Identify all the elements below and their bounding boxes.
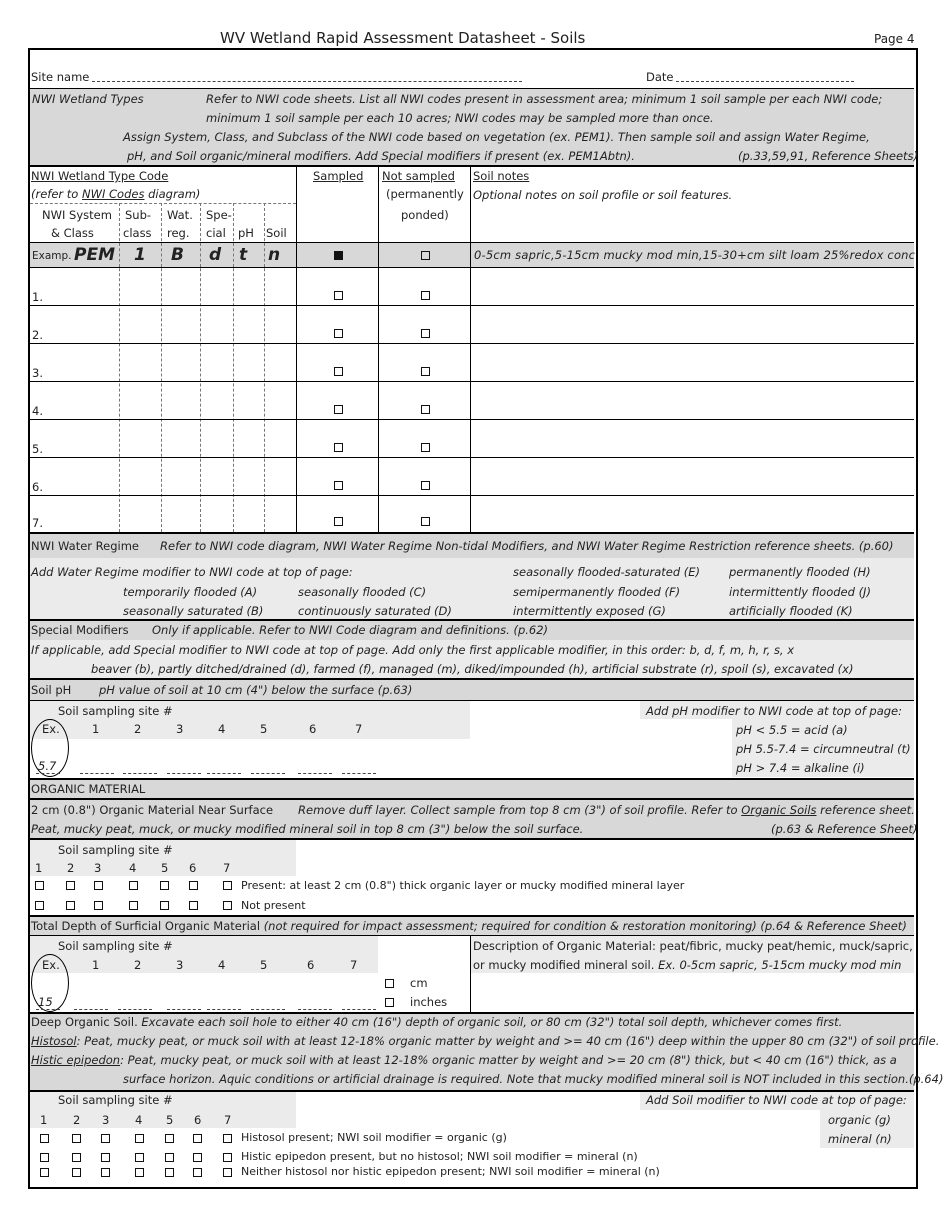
deep-opt3-site1-checkbox[interactable]	[40, 1168, 49, 1177]
soil-ph-ex: Ex.	[42, 722, 60, 736]
row3-not-sampled-checkbox[interactable]	[421, 367, 430, 376]
example-water-regime: B	[171, 245, 184, 265]
deep-opt1-site1-checkbox[interactable]	[40, 1134, 49, 1143]
deep-heading-line: Deep Organic Soil. Excavate each soil hole to either 40 cm (16") depth of organic soil, or 80 cm (32") total soil depth, whichever comes first.	[31, 1015, 843, 1029]
organic-heading: ORGANIC MATERIAL	[31, 782, 146, 796]
organic-sub-heading: 2 cm (0.8") Organic Material Near Surface	[31, 803, 274, 817]
col-sampled: Sampled	[313, 169, 364, 183]
deep-opt1-site6-checkbox[interactable]	[193, 1134, 202, 1143]
row3-sampled-checkbox[interactable]	[334, 367, 343, 376]
deep-opt2-label: Histic epipedon present, but no histosol; NWI soil modifier = mineral (n)	[241, 1150, 638, 1163]
organic-present-site2-checkbox[interactable]	[66, 881, 75, 890]
col-water-regime: Wat.	[167, 208, 193, 222]
nwi-types-line4: pH, and Soil organic/mineral modifiers. Add Special modifiers if present (ex. PEM1Abtn).	[127, 149, 635, 163]
organic-present-site3-checkbox[interactable]	[94, 881, 103, 890]
nwi-types-ref: (p.33,59,91, Reference Sheets)	[738, 149, 919, 163]
special-desc: Only if applicable. Refer to NWI Code diagram and definitions. (p.62)	[152, 623, 549, 637]
deep-site-label: Soil sampling site #	[58, 1093, 173, 1107]
nwi-codes-link[interactable]: NWI Codes	[82, 187, 145, 201]
example-ph: t	[239, 245, 248, 265]
deep-opt2-site6-checkbox[interactable]	[193, 1153, 202, 1162]
col-soil-notes: Soil notes	[473, 169, 530, 183]
depth-site3-field[interactable]	[167, 1009, 201, 1010]
row1-not-sampled-checkbox[interactable]	[421, 291, 430, 300]
row1-sampled-checkbox[interactable]	[334, 291, 343, 300]
water-regime-item: intermittently flooded (J)	[729, 585, 871, 599]
organic-present-label: Present: at least 2 cm (0.8") thick organic layer or mucky modified mineral layer	[241, 879, 685, 892]
row5-not-sampled-checkbox[interactable]	[421, 443, 430, 452]
row6-sampled-checkbox[interactable]	[334, 481, 343, 490]
water-regime-item: intermittently exposed (G)	[513, 604, 666, 618]
example-not-sampled-checkbox	[421, 251, 430, 260]
col-ph: pH	[238, 226, 254, 240]
water-regime-item: permanently flooded (H)	[729, 565, 871, 579]
row2-sampled-checkbox[interactable]	[334, 329, 343, 338]
ph-site3-field[interactable]	[167, 773, 201, 774]
deep-opt2-site7-checkbox[interactable]	[223, 1153, 232, 1162]
organic-absent-site2-checkbox[interactable]	[66, 901, 75, 910]
histic-line2: surface horizon. Aquic conditions or artificial drainage is required. Note that mucky modified mineral soil is NOT included in this section.(p.64)	[123, 1072, 944, 1086]
nwi-types-line3: Assign System, Class, and Subclass of the NWI code based on vegetation (ex. PEM1). Then sample soil and assign Water Regime,	[123, 130, 870, 144]
example-label: Examp.	[32, 250, 72, 262]
row5-sampled-checkbox[interactable]	[334, 443, 343, 452]
water-regime-item: seasonally flooded-saturated (E)	[513, 565, 701, 579]
water-regime-item: seasonally saturated (B)	[123, 604, 264, 618]
organic-absent-site3-checkbox[interactable]	[94, 901, 103, 910]
organic-absent-site5-checkbox[interactable]	[160, 901, 169, 910]
depth-site2-field[interactable]	[118, 1009, 152, 1010]
deep-opt3-label: Neither histosol nor histic epipedon present; NWI soil modifier = mineral (n)	[241, 1165, 660, 1178]
deep-opt1-site4-checkbox[interactable]	[135, 1134, 144, 1143]
depth-site7-field[interactable]	[342, 1009, 376, 1010]
deep-opt2-site2-checkbox[interactable]	[72, 1153, 81, 1162]
site-name-label: Site name	[31, 70, 90, 84]
organic-absent-site6-checkbox[interactable]	[189, 901, 198, 910]
example-notes: 0-5cm sapric,5-15cm mucky mod min,15-30+cm silt loam 25%redox conc	[474, 248, 916, 262]
ph-site5-field[interactable]	[251, 773, 285, 774]
row-label: 4.	[32, 404, 43, 418]
water-regime-item: seasonally flooded (C)	[298, 585, 427, 599]
organic-present-site4-checkbox[interactable]	[129, 881, 138, 890]
col-not-sampled: Not sampled	[382, 169, 455, 183]
organic-absent-site7-checkbox[interactable]	[223, 901, 232, 910]
example-system: PEM	[74, 245, 115, 265]
col-soil: Soil	[266, 226, 287, 240]
depth-cm-checkbox[interactable]	[385, 979, 394, 988]
deep-opt1-site7-checkbox[interactable]	[223, 1134, 232, 1143]
deep-opt1-site2-checkbox[interactable]	[72, 1134, 81, 1143]
soil-ph-desc: pH value of soil at 10 cm (4") below the surface (p.63)	[99, 683, 413, 697]
site-name-field[interactable]	[92, 81, 522, 82]
deep-opt3-site4-checkbox[interactable]	[135, 1168, 144, 1177]
special-line1: If applicable, add Special modifier to NWI code at top of page. Add only the first applicable modifier, in this order: b, d, f, m, h, r, s, x	[31, 643, 795, 657]
special-heading: Special Modifiers	[31, 623, 129, 637]
soil-notes-desc: Optional notes on soil profile or soil features.	[473, 188, 733, 202]
deep-opt3-site2-checkbox[interactable]	[72, 1168, 81, 1177]
nwi-types-line2: minimum 1 soil sample per each 10 acres; NWI codes may be sampled more than once.	[206, 111, 714, 125]
nwi-types-line1: Refer to NWI code sheets. List all NWI codes present in assessment area; minimum 1 soil sample per each NWI code;	[206, 92, 883, 106]
depth-desc2: or mucky modified mineral soil. Ex. 0-5cm sapric, 5-15cm mucky mod min	[473, 958, 902, 972]
ph-site4-field[interactable]	[207, 773, 241, 774]
deep-opt3-site5-checkbox[interactable]	[165, 1168, 174, 1177]
ph-site1-field[interactable]	[80, 773, 114, 774]
histosol-line: Histosol: Peat, mucky peat, or muck soil with at least 12-18% organic matter by weight and >= 40 cm (16") deep within the upper 80 cm (32") of soil profile.	[31, 1034, 940, 1048]
example-soil: n	[268, 245, 281, 265]
ph-alkaline: pH > 7.4 = alkaline (i)	[736, 761, 865, 775]
date-label: Date	[646, 70, 674, 84]
depth-inches-label: inches	[410, 995, 448, 1009]
organic-section	[30, 780, 914, 798]
water-regime-intro: Add Water Regime modifier to NWI code at top of page:	[31, 565, 353, 579]
row7-sampled-checkbox[interactable]	[334, 517, 343, 526]
row-label: 2.	[32, 328, 43, 342]
date-field[interactable]	[676, 81, 854, 82]
deep-organic: organic (g)	[828, 1113, 891, 1127]
histic-line: Histic epipedon: Peat, mucky peat, or muck soil with at least 12-18% organic matter by weight and >= 20 cm (8") thick, but < 40 cm (16") thick, as a	[31, 1053, 897, 1067]
organic-soils-link[interactable]: Organic Soils	[741, 803, 817, 817]
depth-site4-field[interactable]	[207, 1009, 241, 1010]
water-regime-item: temporarily flooded (A)	[123, 585, 258, 599]
col-system: NWI System	[42, 208, 112, 222]
deep-mineral: mineral (n)	[828, 1132, 892, 1146]
row-label: 7.	[32, 516, 43, 530]
page-title: WV Wetland Rapid Assessment Datasheet - Soils	[220, 29, 586, 47]
depth-example-value: 15	[38, 995, 53, 1009]
depth-ex: Ex.	[42, 958, 60, 972]
organic-not-present-label: Not present	[241, 899, 306, 912]
example-subclass: 1	[134, 245, 146, 265]
nwi-types-heading: NWI Wetland Types	[32, 92, 144, 106]
depth-site-label: Soil sampling site #	[58, 939, 173, 953]
organic-site-label: Soil sampling site #	[58, 843, 173, 857]
ph-site6-field[interactable]	[298, 773, 332, 774]
water-regime-item: continuously saturated (D)	[298, 604, 452, 618]
row6-not-sampled-checkbox[interactable]	[421, 481, 430, 490]
water-regime-item: artificially flooded (K)	[729, 604, 853, 618]
example-special: d	[209, 245, 222, 265]
page-number: Page 4	[874, 32, 915, 46]
depth-cm-label: cm	[410, 976, 428, 990]
soil-ph-example-value: 5.7	[38, 759, 57, 773]
ph-site2-field[interactable]	[123, 773, 157, 774]
water-regime-desc: Refer to NWI code diagram, NWI Water Regime Non-tidal Modifiers, and NWI Water Regime Restriction reference sheets. (p.60)	[160, 539, 894, 553]
organic-line2: Peat, mucky peat, muck, or mucky modified mineral soil in top 8 cm (3") below the soil surface.	[31, 822, 584, 836]
soil-ph-site-label: Soil sampling site #	[58, 704, 173, 718]
code-header: NWI Wetland Type Code	[31, 169, 169, 183]
row-label: 1.	[32, 290, 43, 304]
ph-add-label: Add pH modifier to NWI code at top of page:	[646, 704, 903, 718]
organic-present-site7-checkbox[interactable]	[223, 881, 232, 890]
deep-opt2-site5-checkbox[interactable]	[165, 1153, 174, 1162]
deep-opt2-site4-checkbox[interactable]	[135, 1153, 144, 1162]
deep-opt1-site5-checkbox[interactable]	[165, 1134, 174, 1143]
depth-site6-field[interactable]	[298, 1009, 332, 1010]
example-sampled-checkbox	[334, 251, 343, 260]
deep-opt1-site3-checkbox[interactable]	[101, 1134, 110, 1143]
depth-heading: Total Depth of Surficial Organic Material (not required for impact assessment; required for condition & restoration monitoring) (p.64 & Reference Sheet)	[31, 919, 907, 933]
col-special: Spe-	[206, 208, 232, 222]
organic-sub-desc: Remove duff layer. Collect sample from top 8 cm (3") of soil profile. Refer to Organic Soils reference sheet.	[298, 803, 915, 817]
soil-ph-heading: Soil pH	[31, 683, 72, 697]
depth-site5-field[interactable]	[251, 1009, 285, 1010]
row-label: 5.	[32, 442, 43, 456]
depth-site1-field[interactable]	[74, 1009, 108, 1010]
deep-opt3-site3-checkbox[interactable]	[101, 1168, 110, 1177]
deep-add-label: Add Soil modifier to NWI code at top of page:	[646, 1093, 907, 1107]
row4-sampled-checkbox[interactable]	[334, 405, 343, 414]
organic-present-site1-checkbox[interactable]	[35, 881, 44, 890]
depth-desc1: Description of Organic Material: peat/fibric, mucky peat/hemic, muck/sapric,	[473, 939, 913, 953]
row-label: 3.	[32, 366, 43, 380]
depth-inches-checkbox[interactable]	[385, 998, 394, 1007]
deep-opt1-label: Histosol present; NWI soil modifier = organic (g)	[241, 1131, 507, 1144]
water-regime-item: semipermanently flooded (F)	[513, 585, 681, 599]
deep-opt3-site6-checkbox[interactable]	[193, 1168, 202, 1177]
ph-neutral: pH 5.5-7.4 = circumneutral (t)	[736, 742, 911, 756]
code-subheader: (refer to NWI Codes diagram)	[31, 187, 201, 201]
deep-opt2-site3-checkbox[interactable]	[101, 1153, 110, 1162]
special-line2: beaver (b), partly ditched/drained (d), farmed (f), managed (m), diked/impounded (h), artificial substrate (r), spoil (s), excavated (x)	[91, 662, 854, 676]
deep-opt3-site7-checkbox[interactable]	[223, 1168, 232, 1177]
ph-acid: pH < 5.5 = acid (a)	[736, 723, 848, 737]
water-regime-heading: NWI Water Regime	[31, 539, 139, 553]
organic-ref: (p.63 & Reference Sheet)	[771, 822, 918, 836]
row2-not-sampled-checkbox[interactable]	[421, 329, 430, 338]
row7-not-sampled-checkbox[interactable]	[421, 517, 430, 526]
organic-present-site6-checkbox[interactable]	[189, 881, 198, 890]
organic-present-site5-checkbox[interactable]	[160, 881, 169, 890]
col-subclass: Sub-	[125, 208, 152, 222]
row4-not-sampled-checkbox[interactable]	[421, 405, 430, 414]
ph-site7-field[interactable]	[342, 773, 376, 774]
organic-absent-site1-checkbox[interactable]	[35, 901, 44, 910]
deep-opt2-site1-checkbox[interactable]	[40, 1153, 49, 1162]
row-label: 6.	[32, 480, 43, 494]
organic-absent-site4-checkbox[interactable]	[129, 901, 138, 910]
